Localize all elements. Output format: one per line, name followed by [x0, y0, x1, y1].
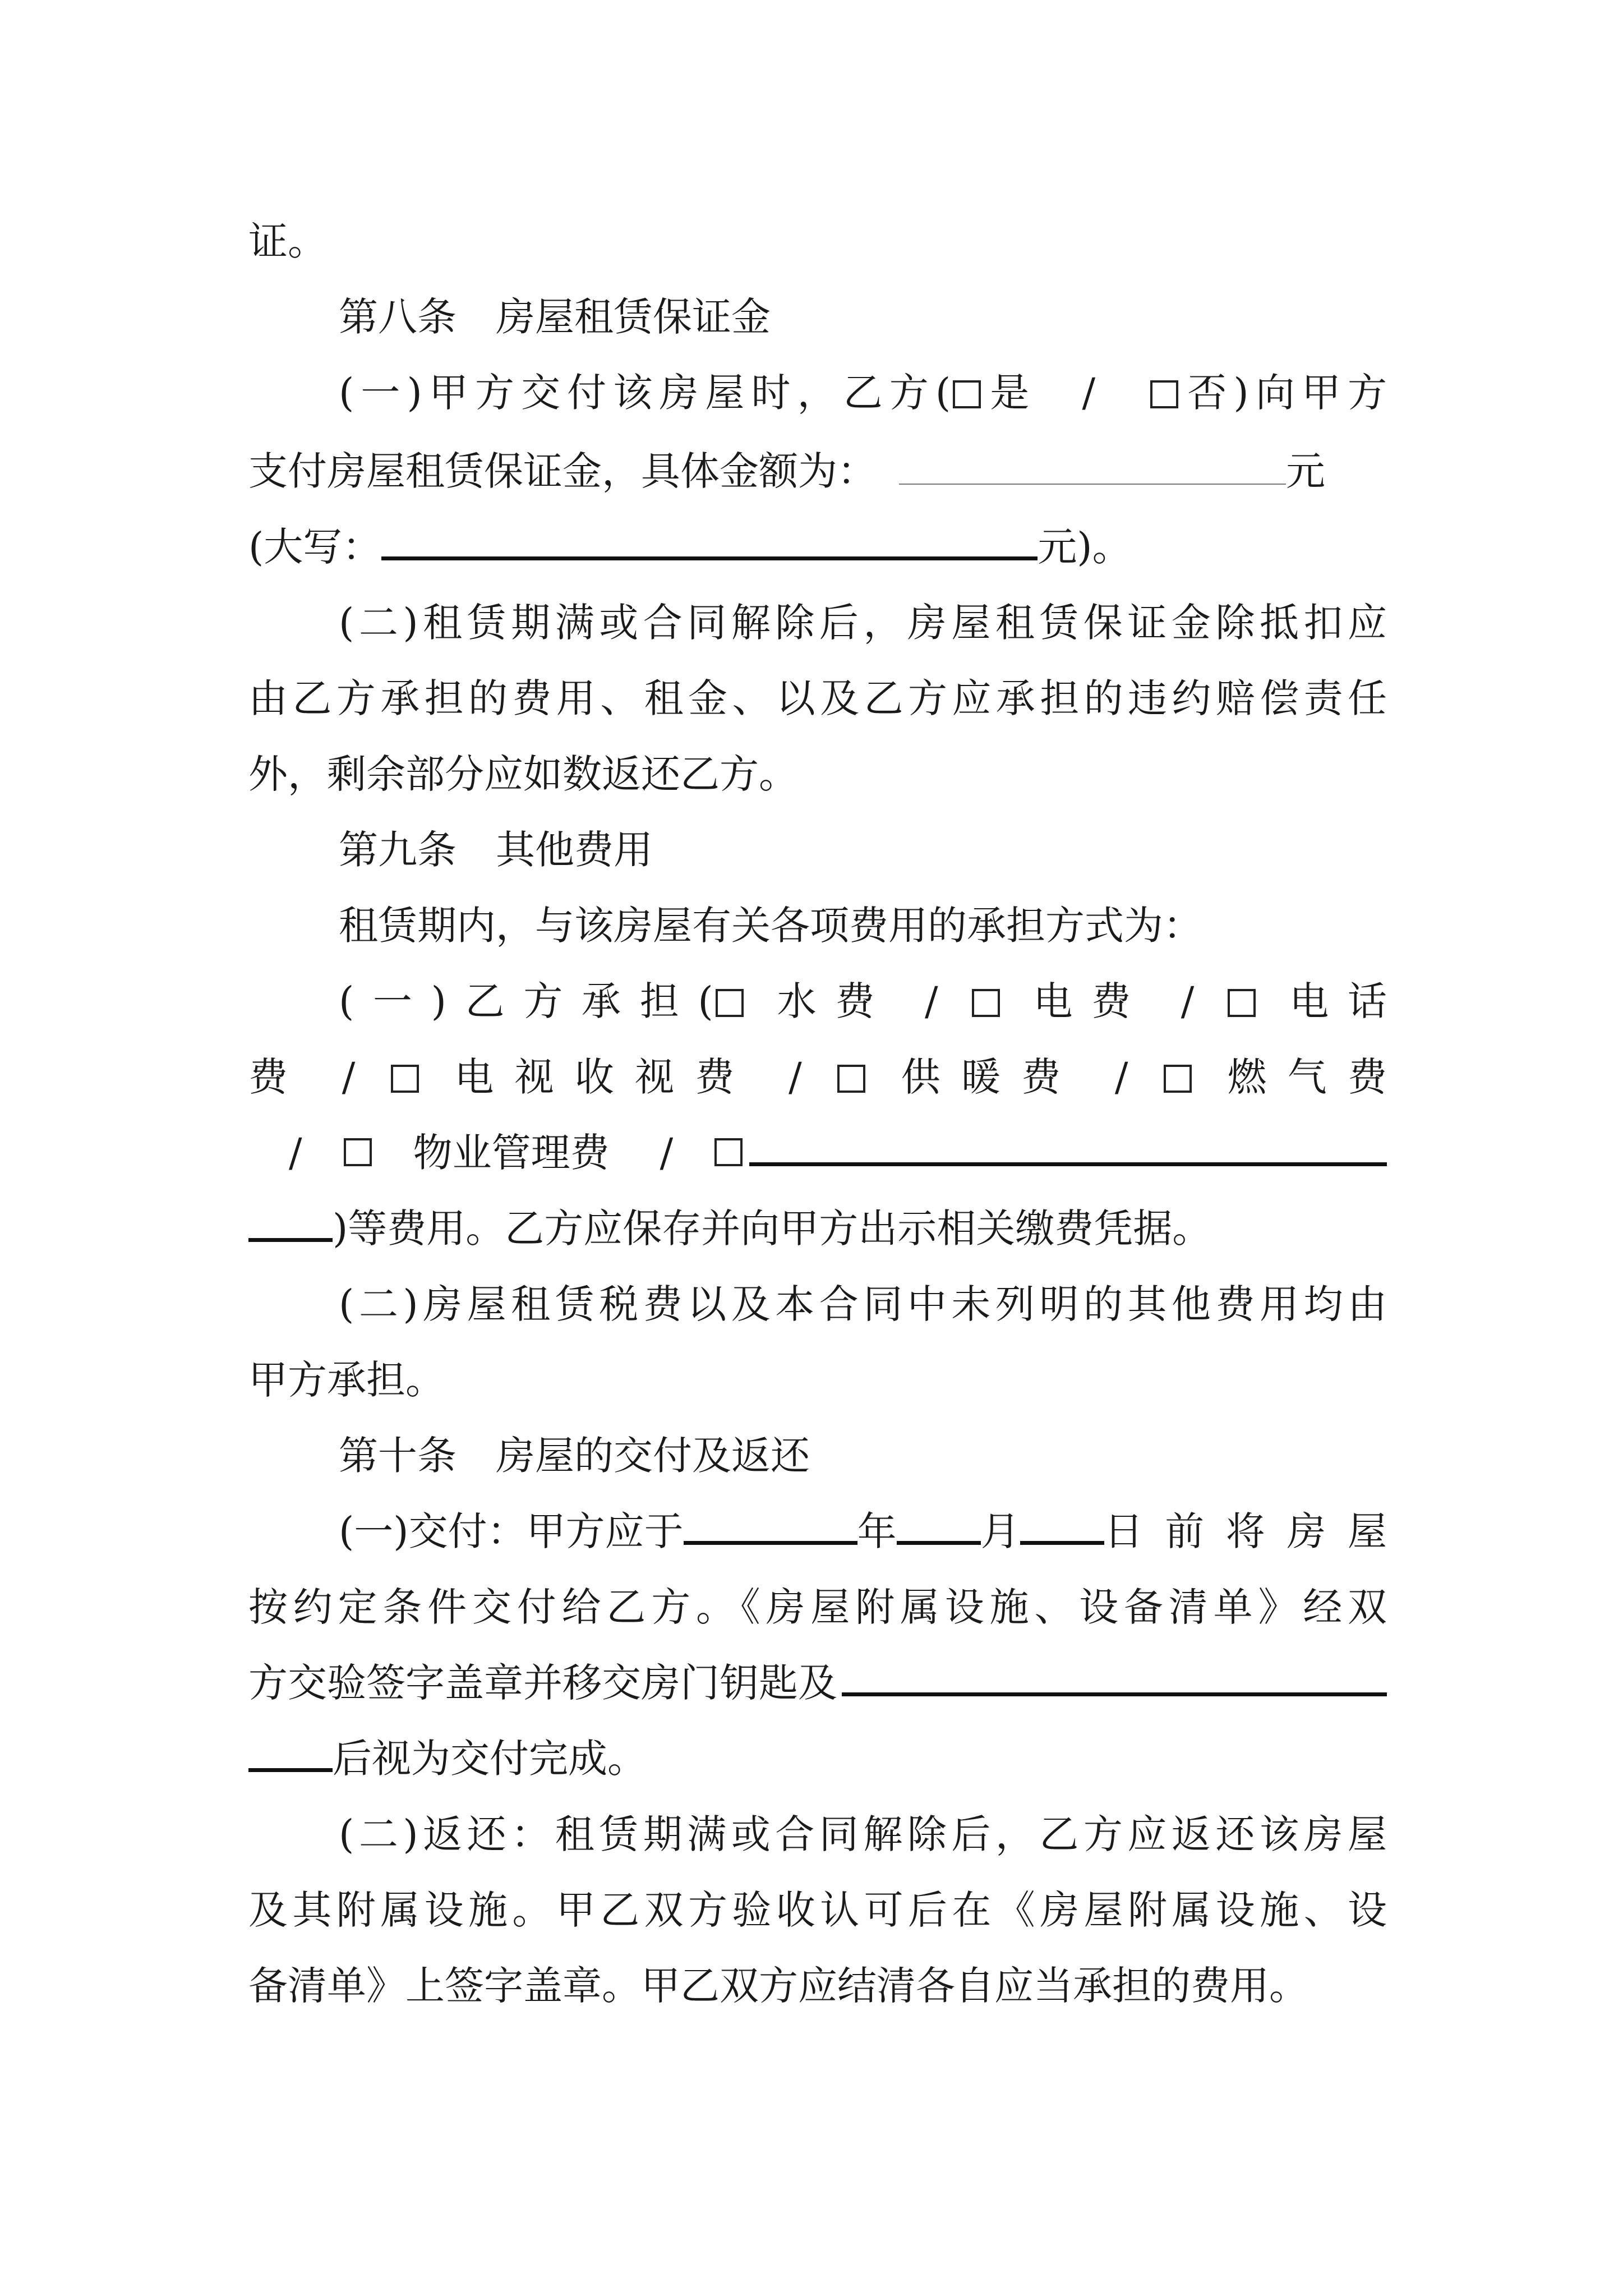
paragraph-line	[248, 1658, 1387, 1708]
text: 燃气费	[1227, 1054, 1387, 1100]
text: 水费	[777, 978, 894, 1024]
text: 电视收视费	[454, 1054, 755, 1100]
checkbox-tv[interactable]	[391, 1065, 419, 1093]
text: /	[289, 1130, 302, 1176]
checkbox-phone[interactable]	[1228, 989, 1256, 1017]
text: (一)乙方承担(	[339, 978, 713, 1024]
heading: 第九条 其他费用	[339, 827, 653, 873]
paragraph-line	[339, 597, 1387, 648]
text: (大写：	[248, 524, 382, 570]
text: 日前将房屋	[1104, 1508, 1387, 1554]
paragraph-line	[248, 1582, 1387, 1632]
text: /	[789, 1054, 802, 1100]
text: 方交验签字盖章并移交房门钥匙及	[248, 1660, 837, 1706]
text: 备清单》上签字盖章。甲乙双方应结清各自应当承担的费用。	[248, 1963, 1308, 2009]
paragraph-line	[248, 749, 1387, 799]
article-8-title	[339, 292, 1387, 342]
paragraph-line	[248, 522, 1387, 572]
text: 电费	[1033, 978, 1150, 1024]
text: 月	[980, 1508, 1020, 1554]
checkbox-electricity[interactable]	[972, 989, 1000, 1017]
paragraph-line	[339, 1279, 1387, 1329]
checkbox-heating[interactable]	[837, 1065, 865, 1093]
text: 证。	[248, 218, 327, 264]
text: /	[924, 978, 938, 1024]
heading: 第十条 房屋的交付及返还	[339, 1433, 810, 1479]
checkbox-other[interactable]	[714, 1138, 743, 1166]
text: /	[1181, 978, 1195, 1024]
text: (二)房屋租赁税费以及本合同中未列明的其他费用均由	[339, 1281, 1387, 1327]
checkbox-no[interactable]	[1150, 380, 1178, 408]
text: 费	[248, 1054, 309, 1100]
paragraph-line	[248, 1733, 1387, 1784]
paragraph-line	[339, 1506, 1387, 1557]
paragraph-line	[248, 1052, 1387, 1102]
text: 及其附属设施。甲乙双方验收认可后在《房屋附属设施、设	[248, 1887, 1387, 1933]
paragraph-line	[339, 367, 1387, 418]
text: (二)租赁期满或合同解除后，房屋租赁保证金除抵扣应	[339, 600, 1387, 646]
text: 后视为交付完成。	[333, 1736, 647, 1782]
paragraph-line	[248, 216, 1387, 266]
keys-blank[interactable]	[842, 1692, 1387, 1696]
text: 甲方承担。	[248, 1357, 445, 1403]
text: 供暖费	[901, 1054, 1082, 1100]
text: (一)甲方交付该房屋时，乙方(	[339, 370, 951, 416]
text: 物业管理费	[413, 1130, 610, 1176]
paragraph-line	[248, 1203, 1387, 1254]
text: 年	[857, 1508, 897, 1554]
text: /	[1114, 1054, 1128, 1100]
text: /	[342, 1054, 356, 1100]
text: 租赁期内，与该房屋有关各项费用的承担方式为：	[339, 903, 1202, 949]
paragraph-line	[248, 1355, 1387, 1405]
day-blank[interactable]	[1020, 1541, 1104, 1545]
paragraph-line	[248, 673, 1387, 724]
text: 外，剩余部分应如数返还乙方。	[248, 751, 798, 797]
paragraph-line	[289, 1128, 1387, 1178]
text: 元)。	[1038, 524, 1132, 570]
text: /	[660, 1130, 674, 1176]
text: 是 /	[983, 370, 1149, 416]
checkbox-yes[interactable]	[953, 380, 981, 408]
keys-blank-cont[interactable]	[248, 1768, 333, 1772]
checkbox-property[interactable]	[344, 1138, 372, 1166]
text: (二)返还：租赁期满或合同解除后，乙方应返还该房屋	[339, 1811, 1387, 1857]
paragraph-line	[339, 976, 1387, 1027]
other-fee-blank-cont[interactable]	[248, 1238, 333, 1242]
month-blank[interactable]	[897, 1541, 981, 1545]
text: 否)向甲方	[1181, 370, 1387, 416]
paragraph-line	[248, 1961, 1387, 2011]
text: 支付房屋租赁保证金，具体金额为：	[248, 448, 877, 494]
paragraph-line	[339, 1809, 1387, 1860]
article-10-title	[339, 1430, 1387, 1481]
text: 元	[1286, 448, 1325, 494]
article-9-title	[339, 825, 1387, 875]
text: )等费用。乙方应保存并向甲方出示相关缴费凭据。	[333, 1205, 1212, 1251]
text: (一)交付：甲方应于	[339, 1508, 684, 1554]
other-fee-blank[interactable]	[749, 1162, 1387, 1166]
paragraph-line	[248, 446, 1387, 496]
text: 电话	[1289, 978, 1387, 1024]
heading: 第八条 房屋租赁保证金	[339, 294, 771, 340]
checkbox-gas[interactable]	[1164, 1065, 1192, 1093]
checkbox-water[interactable]	[716, 989, 744, 1017]
paragraph-line	[339, 900, 1387, 951]
text: 由乙方承担的费用、租金、以及乙方应承担的违约赔偿责任	[248, 675, 1387, 721]
text: 按约定条件交付给乙方。《房屋附属设施、设备清单》经双	[248, 1584, 1387, 1630]
paragraph-line	[248, 1885, 1387, 1935]
deposit-amount-blank[interactable]	[899, 484, 1286, 485]
deposit-amount-words-blank[interactable]	[381, 556, 1038, 560]
year-blank[interactable]	[684, 1541, 857, 1545]
